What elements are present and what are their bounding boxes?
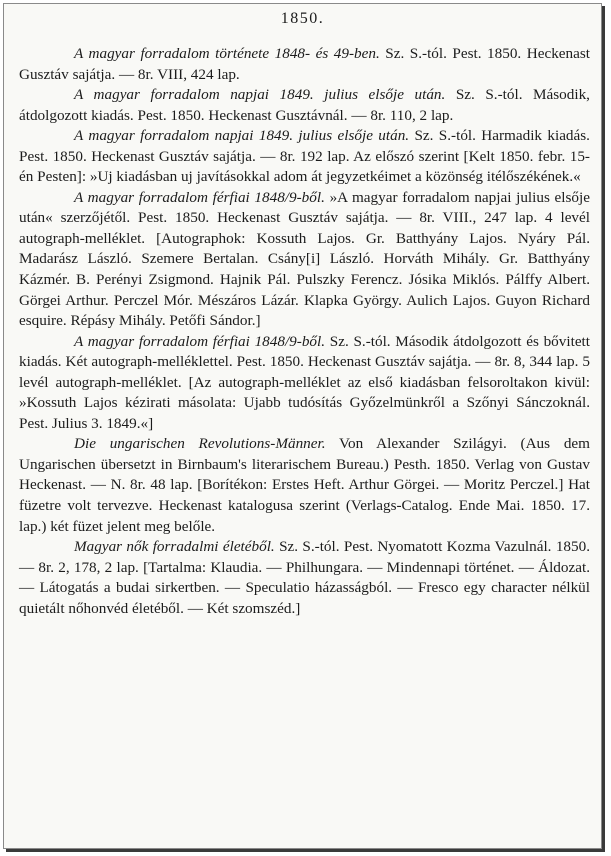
bibliography-entry bbox=[19, 188, 590, 332]
entry-text: Sz. S.-tól. Harmadik kiadás. Pest. 1850. Heckenast Gusztáv sajátja. — 8r. 192 lap. Az előszó szerint [Kelt 1850. febr. 15-én Pesten]: »Uj kiadásban uj javításokkal adom át jegyzetkéimet a közönség itélőszékének.« bbox=[19, 127, 590, 186]
entry-text: Von Alexander Szilágyi. (Aus dem Ungarischen übersetzt in Birnbaum's literarischem Bureau.) Pesth. 1850. Verlag von Gustav Heckenast. — N. 8r. 48 lap. [Borítékon: Erstes Heft. Arthur Görgei. — Moritz Perczel.] Hat füzetre volt tervezve. Heckenast katalogusa szerint (Verlags-Catalog. Ende Mai. 1850. 17. lap.) két füzet jelent meg belőle. bbox=[19, 435, 590, 535]
entry-text: Sz. S.-tól. Pest. 1850. Heckenast Gusztáv sajátja. — 8r. VIII, 424 lap. bbox=[19, 45, 590, 83]
entry-title: Magyar nők forradalmi életéből. bbox=[74, 538, 275, 556]
bibliography-entry bbox=[19, 126, 590, 188]
entry-title: A magyar forradalom napjai 1849. julius elsője után. bbox=[74, 86, 446, 104]
entry-title: A magyar forradalom férfiai 1848/9-ből. bbox=[74, 332, 326, 350]
bibliography-list bbox=[19, 44, 590, 619]
entry-text: Sz. S.-tól. Második átdolgozott és bővitett kiadás. Két autograph-melléklettel. Pest. 1850. Heckenast Gusztáv sajátja. — 8r. 8, 344 lap. 5 levél autograph-melléklet. [Az autograph-melléklet az első kiadásban felsoroltakon kivül: »Kossuth Lajos kézirati másolata: Ujabb tudósítás Győzelmünkről a Szőnyi Sánczoknál. Pest. Julius 3. 1849.«] bbox=[19, 332, 590, 432]
bibliography-entry bbox=[19, 85, 590, 126]
entry-text: Sz. S.-tól. Második, átdolgozott kiadás. Pest. 1850. Heckenast Gusztávnál. — 8r. 110, 2 lap. bbox=[19, 86, 590, 124]
book-page bbox=[3, 3, 602, 849]
entry-title: A magyar forradalom napjai 1849. julius elsője után. bbox=[74, 127, 410, 145]
entry-title: Die ungarischen Revolutions-Männer. bbox=[74, 435, 326, 453]
entry-text: Sz. S.-tól. Pest. Nyomatott Kozma Vazulnál. 1850. — 8r. 2, 178, 2 lap. [Tartalma: Klaudia. — Philhungara. — Mindennapi történet. — Áldozat. — Látogatás a budai sirkertben. — Speculatio házasságból. — Fresco egy character nélkül quietált nőhonvéd életéből. — Két szomszéd.] bbox=[19, 538, 590, 617]
bibliography-entry bbox=[19, 44, 590, 85]
year-heading: 1850. bbox=[280, 10, 325, 27]
entry-title: A magyar forradalom férfiai 1848/9-ből. bbox=[74, 188, 325, 206]
entry-text: »A magyar forradalom napjai julius elsője után« szerzőjétől. Pest. 1850. Heckenast Gusztáv sajátja. — 8r. VIII., 247 lap. 4 levél autograph-melléklet. [Autographok: Kossuth Lajos. Gr. Batthyány Lajos. Nyáry Pál. Madarász László. Szemere Bertalan. Csány[i] László. Horváth Mihály. Gr. Batthyány Kázmér. B. Perényi Zsigmond. Hajnik Pál. Pulszky Ferencz. Jósika Miklós. Pálffy Albert. Görgei Arthur. Perczel Mór. Mészáros Lázár. Klapka György. Aulich Lajos. Guyon Richard esquire. Répásy Mihály. Petőfi Sándor.] bbox=[19, 188, 590, 330]
entry-title: A magyar forradalom története 1848- és 49-ben. bbox=[74, 45, 380, 62]
bibliography-entry bbox=[19, 537, 590, 619]
bibliography-entry bbox=[19, 332, 590, 435]
bibliography-entry bbox=[19, 434, 590, 537]
